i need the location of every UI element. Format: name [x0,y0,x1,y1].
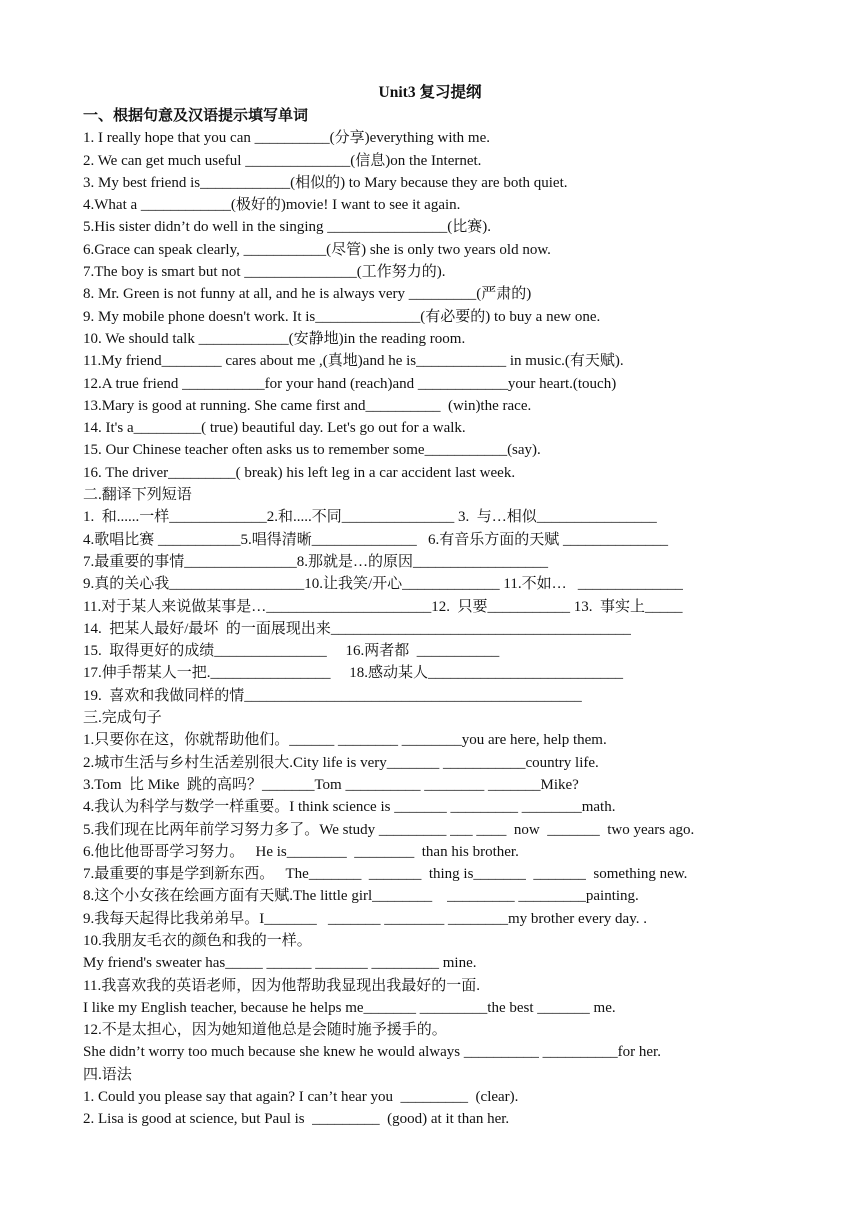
section-heading: 二.翻译下列短语 [83,487,192,504]
worksheet-line: 16. The driver_________( break) his left leg in a car accident last week. [83,464,516,481]
worksheet-line: 9.真的关心我__________________10.让我笑/开心_____________ 11.不如… ______________ [83,576,683,593]
worksheet-line: 9.我每天起得比我弟弟早。I_______ _______ ________ ________my brother every day. . [83,910,647,927]
worksheet-line: 17.伸手帮某人一把.________________ 18.感动某人__________________________ [83,665,624,682]
page-title: Unit3 复习提纲 [378,84,482,101]
worksheet-line: 14. It's a_________( true) beautiful day. Let's go out for a walk. [83,420,466,437]
worksheet-line: 2.城市生活与乡村生活差别很大.City life is very_______ ___________country life. [83,754,599,771]
worksheet-line: 4.我认为科学与数学一样重要。I think science is _______ _________ ________math. [83,799,616,816]
worksheet-line: 5.His sister didn’t do well in the singing ________________(比赛). [83,219,492,236]
worksheet-line: 12.A true friend ___________for your hand (reach)and ____________your heart.(touch) [83,375,617,392]
worksheet-line: 7.最重要的事是学到新东西。 The_______ _______ thing is_______ _______ something new. [83,866,688,883]
worksheet-line: 15. 取得更好的成绩_______________ 16.两者都 ___________ [83,643,500,660]
worksheet-line: 11.对于某人来说做某事是…______________________12. 只要___________ 13. 事实上_____ [83,598,683,615]
worksheet-line: 3. My best friend is____________(相似的) to Mary because they are both quiet. [83,174,568,191]
worksheet-line: 1.只要你在这，你就帮助他们。______ ________ ________you are here, help them. [83,732,607,749]
worksheet-line: 6.他比他哥哥学习努力。 He is________ ________ than his brother. [83,843,519,860]
worksheet-line: 4.歌唱比赛 ___________5.唱得清晰______________ 6.有音乐方面的天赋 ______________ [83,531,669,548]
worksheet-line: My friend's sweater has_____ ______ _______ _________ mine. [83,955,477,972]
worksheet-line: 7.最重要的事情_______________8.那就是…的原因__________________ [83,553,549,570]
worksheet-line: 4.What a ____________(极好的)movie! I want to see it again. [83,197,461,214]
worksheet-line: 6.Grace can speak clearly, ___________(尽管) she is only two years old now. [83,241,551,258]
worksheet-line: 5.我们现在比两年前学习努力多了。We study _________ ___ ____ now _______ two years ago. [83,821,695,838]
worksheet-line: 11.我喜欢我的英语老师，因为他帮助我显现出我最好的一面. [83,977,480,994]
worksheet-line: 8. Mr. Green is not funny at all, and he is always very _________(严肃的) [83,286,532,303]
worksheet-line: 10.我朋友毛衣的颜色和我的一样。 [83,932,312,949]
section-heading: 三.完成句子 [83,710,162,727]
section-heading: 一、根据句意及汉语提示填写单词 [83,108,309,124]
worksheet-line: 2. We can get much useful ______________(信息)on the Internet. [83,152,482,169]
worksheet-line: 3.Tom 比 Mike 跳的高吗？_______Tom __________ ________ _______Mike? [83,776,579,793]
section-heading: 四.语法 [83,1066,132,1083]
worksheet-line: 7.The boy is smart but not _______________(工作努力的). [83,264,446,281]
worksheet-line: I like my English teacher, because he helps me_______ _________the best _______ me. [83,999,616,1016]
worksheet-line: 1. I really hope that you can __________(分享)everything with me. [83,130,490,147]
worksheet-line: 10. We should talk ____________(安静地)in the reading room. [83,330,466,347]
worksheet-line: 1. Could you please say that again? I can’t hear you _________ (clear). [83,1089,519,1106]
worksheet-line: 8.这个小女孩在绘画方面有天赋.The little girl________ _________ _________painting. [83,888,639,905]
worksheet-line: 2. Lisa is good at science, but Paul is _________ (good) at it than her. [83,1111,510,1128]
worksheet-line: 11.My friend________ cares about me ,(真地)and he is____________ in music.(有天赋). [83,353,624,370]
worksheet-line: 14. 把某人最好/最坏 的一面展现出来________________________________________ [83,620,631,637]
worksheet-line: 13.Mary is good at running. She came first and__________ (win)the race. [83,397,532,414]
worksheet-line: 9. My mobile phone doesn't work. It is______________(有必要的) to buy a new one. [83,308,601,325]
worksheet-body [83,105,843,1131]
worksheet-line: She didn’t worry too much because she knew he would always __________ __________for her. [83,1044,661,1061]
worksheet-line: 19. 喜欢和我做同样的情_____________________________________________ [83,687,582,704]
worksheet-line: 15. Our Chinese teacher often asks us to remember some___________(say). [83,442,541,459]
worksheet-line: 1. 和......一样_____________2.和.....不同_______________ 3. 与…相似________________ [83,509,657,526]
worksheet-line: 12.不是太担心，因为她知道他总是会随时施予援手的。 [83,1022,447,1039]
